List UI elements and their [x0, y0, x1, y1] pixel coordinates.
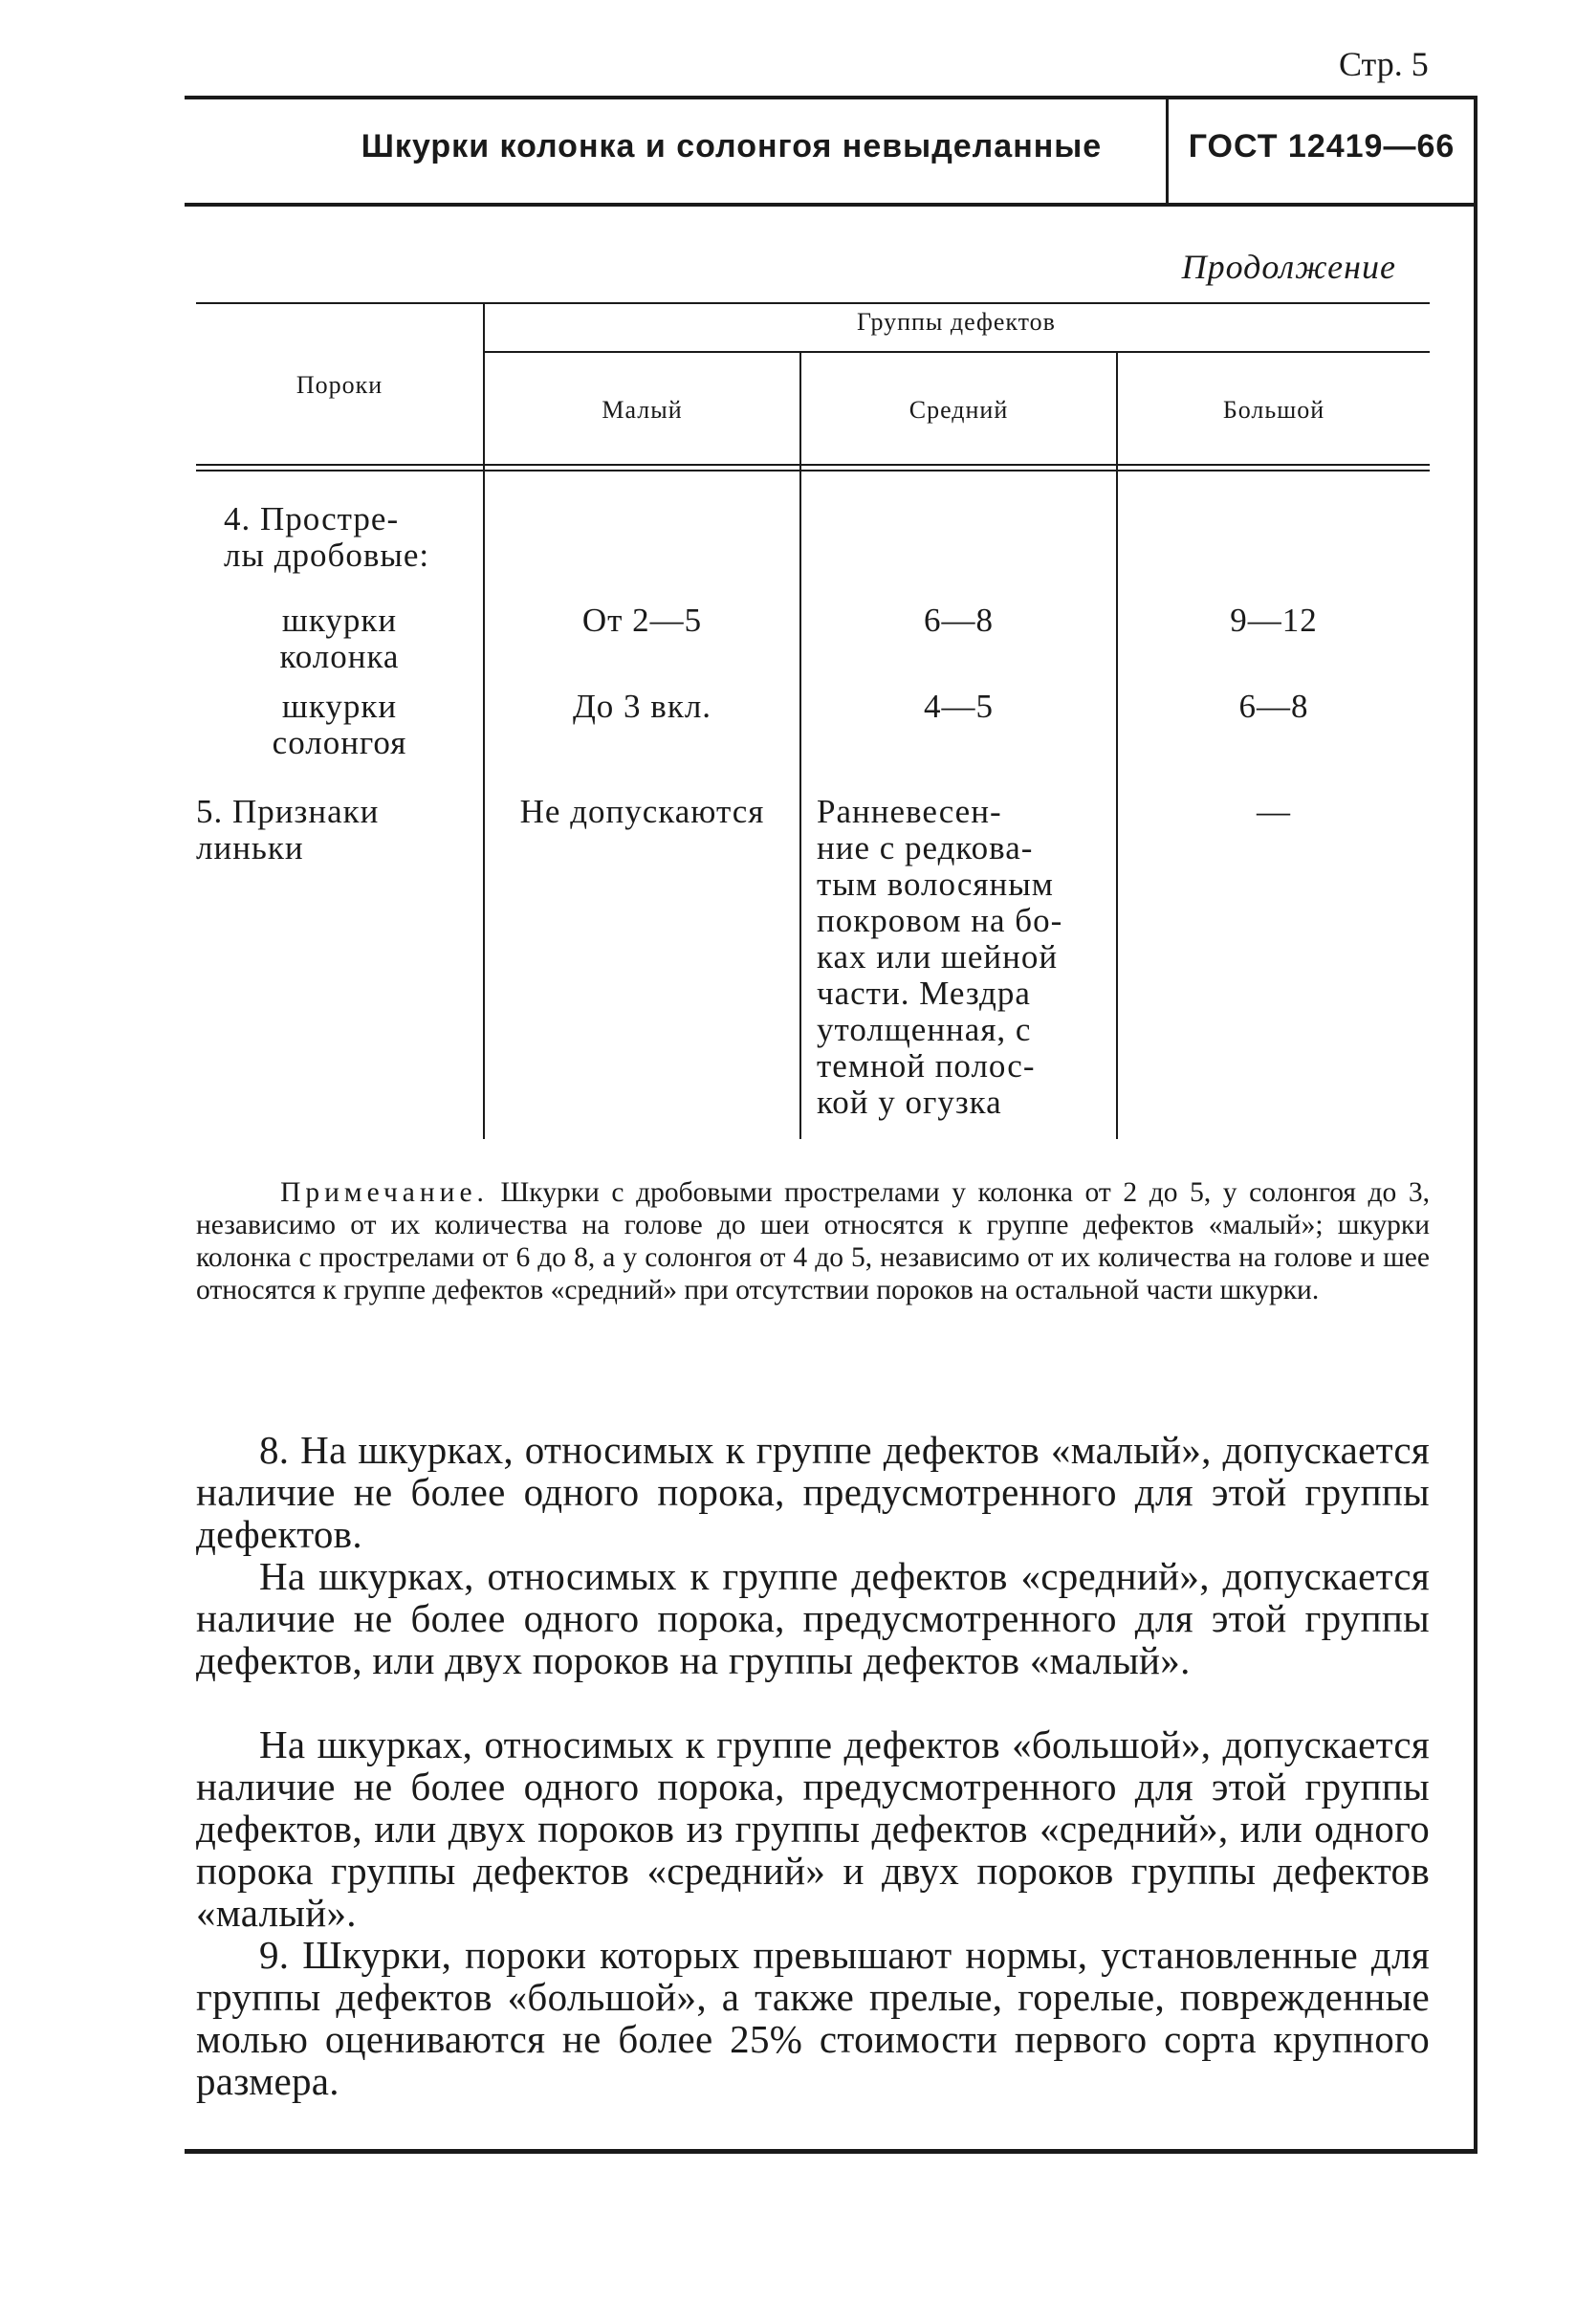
header-bottom-rule: [185, 203, 1478, 207]
document-title: Шкурки колонка и солонгоя невыделанные: [361, 128, 1103, 164]
cell-solongoi-large: 6—8: [1238, 688, 1309, 725]
table-note: [196, 1176, 1430, 1306]
page-number: Стр. 5: [1339, 45, 1429, 83]
bottom-rule: [185, 2149, 1478, 2154]
cell-molting-small: Не допускаются: [519, 793, 765, 830]
cell-kolonok-medium: 6—8: [924, 602, 994, 639]
cell-solongoi-small: До 3 вкл.: [572, 688, 712, 725]
groups-underline: [483, 351, 1430, 353]
table-header-rule-1: [196, 464, 1430, 466]
right-margin-rule: [1474, 96, 1478, 2152]
header-top-rule: [185, 96, 1478, 99]
paragraph-large-text: На шкурках, относимых к группе дефектов «большой», допускается наличие не более одного порока, предусмотренного для этой группы дефектов, или двух пороков из группы дефектов «средний», или одного порока группы дефектов «средний» и двух пороков группы дефектов «малый».: [196, 1722, 1430, 1935]
table-top-rule: [196, 302, 1430, 304]
paragraph-9: [196, 1934, 1430, 2102]
col-divider-2: [799, 353, 801, 1139]
cell-kolonok-small: От 2—5: [581, 602, 703, 639]
row-defect-molting: 5. Признаки линьки: [196, 793, 380, 866]
cell-molting-large: —: [1257, 793, 1291, 830]
row-defect-kolonok: шкурки колонка: [279, 602, 400, 675]
note-text: Шкурки с дробовыми прострелами у колонка от 2 до 5, у солонгоя до 3, независимо от их количества на голове до шеи относятся к группе дефектов «малый»; шкурки колонка с прострелами от 6 до 8, а у солонгоя от 4 до 5, независимо от их количества на голове и шее относятся к группе дефектов «средний» при отсутствии пороков на остальной части шкурки.: [196, 1177, 1431, 1305]
paragraph-large: [196, 1723, 1430, 1934]
paragraph-8-text: 8. На шкурках, относимых к группе дефектов «малый», допускается наличие не более одного порока, предусмотренного для этой группы дефектов.: [196, 1428, 1430, 1556]
paragraph-medium: [196, 1555, 1430, 1681]
header-defect-groups: Группы дефектов: [857, 308, 1056, 336]
row-defect-shot-holes: 4. Простре- лы дробовые:: [224, 500, 430, 574]
col-divider-3: [1116, 353, 1118, 1139]
cell-molting-medium: Ранневесен- ние с редкова- тым волосяным покровом на бо- ках или шейной части. Мездра утолщенная, с темной полос- кой у огузка: [817, 793, 1063, 1121]
continuation-label: Продолжение: [1181, 248, 1396, 286]
header-defects: Пороки: [296, 371, 383, 399]
header-large: Большой: [1222, 396, 1325, 424]
table-header-rule-2: [196, 470, 1430, 471]
paragraph-medium-text: На шкурках, относимых к группе дефектов «средний», допускается наличие не более одного порока, предусмотренного для этой группы дефектов, или двух пороков на группы дефектов «малый».: [196, 1554, 1430, 1682]
cell-kolonok-large: 9—12: [1230, 602, 1318, 639]
standard-code: ГОСТ 12419—66: [1188, 128, 1456, 164]
paragraph-9-text: 9. Шкурки, пороки которых превышают нормы, установленные для группы дефектов «большой», а также прелые, горелые, поврежденные молью оцениваются не более 25% стоимости первого сорта крупного размера.: [196, 1933, 1430, 2103]
paragraph-8: [196, 1429, 1430, 1555]
note-label: Примечание.: [280, 1177, 489, 1208]
header-small: Малый: [602, 396, 683, 424]
cell-solongoi-medium: 4—5: [924, 688, 994, 725]
header-medium: Средний: [908, 396, 1009, 424]
row-defect-solongoi: шкурки солонгоя: [272, 688, 407, 761]
